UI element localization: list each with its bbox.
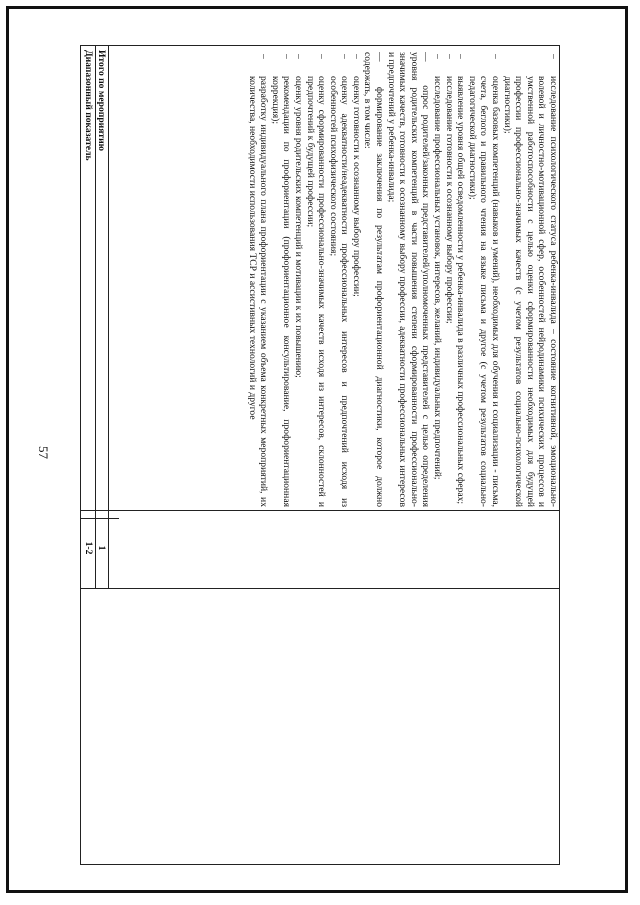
row-divider bbox=[108, 46, 109, 588]
sub-list-item: – оценку уровня родительских компетенций и мотивации к их повышению; bbox=[292, 54, 304, 378]
paragraph: — формирование заключения по результатам профориентационной диагностики, которое должно содержать, в том числе: bbox=[362, 52, 386, 507]
list-item: – исследование профессиональных установок, интересов, желаний, индивидуальных предпочтений; bbox=[432, 54, 444, 480]
page-number: 57 bbox=[36, 446, 51, 459]
range-value: 1-2 bbox=[83, 541, 94, 555]
list-item: – оценка базовых компетенций (навыков и умений), необходимых для обучения и социализации - письма, счета, беглого и правильного чтения на языке письма и другое (с учетом результатов социально-педагогической диагностики); bbox=[466, 54, 502, 507]
list-item: – выявление уровня общей осведомленности у ребенка-инвалида в различных профессиональных сферах; bbox=[455, 54, 467, 505]
sub-list-item: – оценку готовности к осознанному выбору профессии; bbox=[350, 54, 362, 297]
range-label: Диапазонный показатель bbox=[83, 50, 94, 161]
list-item: – исследование психологического статуса ребенка-инвалида – состояние когнитивной, эмоционально-волевой и личностно-мотивационной сфер, особенностей нейродинамики психических процессов и умственной работоспособности с целью оценки сформированности необходимых для будущей профессии профессионально-значимых качеств (с учетом результатов социально-психологической диагностики); bbox=[501, 54, 559, 507]
column-divider bbox=[81, 510, 559, 511]
column-divider bbox=[81, 588, 559, 589]
list-item: – исследование готовности к осознанному выбору профессии; bbox=[443, 54, 455, 324]
table bbox=[80, 45, 560, 865]
sub-list-item: – оценку сформированности профессионально-значимых качеств исходя из интересов, склонностей и предпочтений к будущей профессии; bbox=[304, 54, 328, 507]
sub-list-item: – разработку индивидуального плана профориентации с указанием объема конкретных мероприятий, их количества, необходимости использования ТСР и ассистивных технологий и другое bbox=[246, 54, 270, 507]
sub-list-item: – рекомендации по профориентации (профориентационное консультирование, профориентационная коррекция); bbox=[269, 54, 293, 507]
rotated-table-area bbox=[80, 45, 560, 865]
paragraph: — опрос родителей/законных представителей/уполномоченных представителей с целью определения уровня родительских компетенций в части повышения степени сформированности профессионально-значимых качеств, готовности к осознанному выбору профессии, адекватности профессиональных интересов и предпочтений у ребенка-инвалида; bbox=[385, 52, 432, 507]
total-label: Итого по мероприятию bbox=[96, 50, 107, 151]
total-value: 1 bbox=[96, 545, 107, 551]
procedure-content bbox=[246, 52, 559, 507]
sub-list-item: – оценку адекватности/неадекватности профессиональных интересов и предпочтений исходя из особенностей психофизического состояния; bbox=[327, 54, 351, 507]
